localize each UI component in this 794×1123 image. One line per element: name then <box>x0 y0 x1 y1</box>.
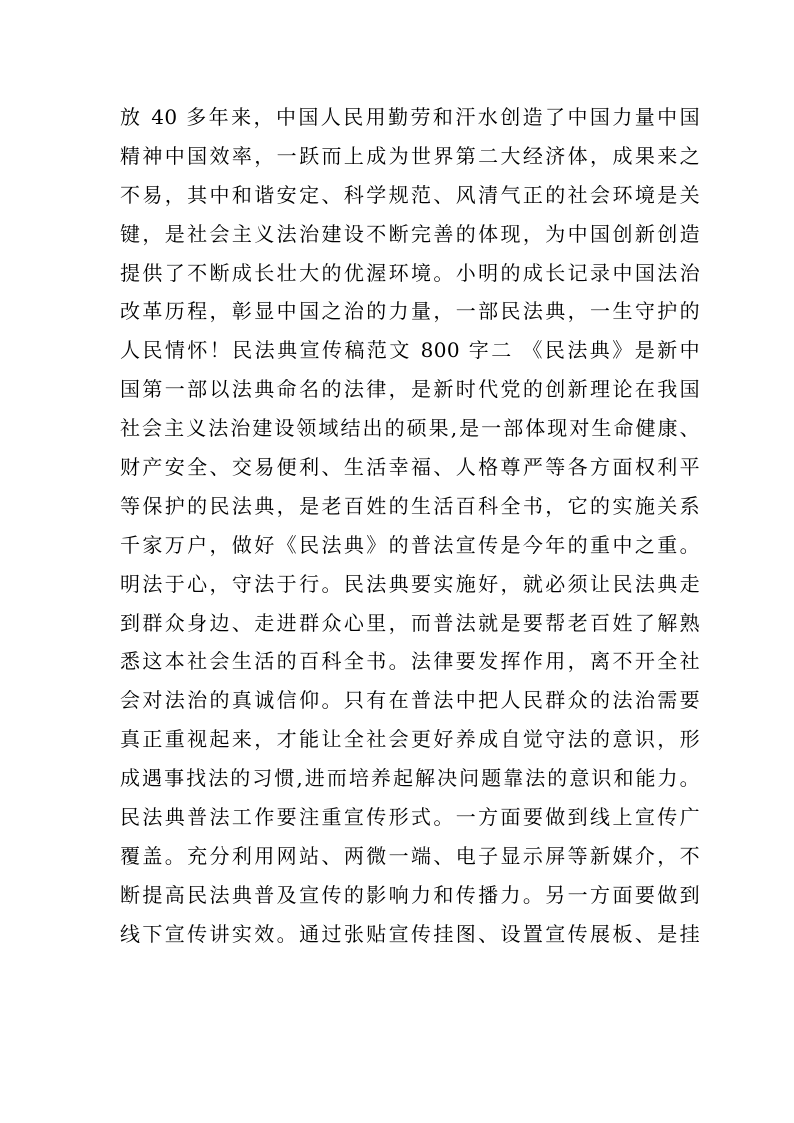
text-line: 真正重视起来，才能让全社会更好养成自觉守法的意识，形 <box>120 727 700 752</box>
text-line: 社会主义法治建设领域结出的硕果,是一部体现对生命健康、 <box>120 416 700 441</box>
text-line: 放 40 多年来，中国人民用勤劳和汗水创造了中国力量中国 <box>120 105 700 129</box>
text-line: 精神中国效率，一跃而上成为世界第二大经济体，成果来之 <box>120 143 700 168</box>
text-line: 改革历程，彰显中国之治的力量，一部民法典，一生守护的 <box>120 299 700 324</box>
text-line: 明法于心，守法于行。民法典要实施好，就必须让民法典走 <box>120 571 700 596</box>
text-line: 断提高民法典普及宣传的影响力和传播力。另一方面要做到 <box>120 882 700 907</box>
text-line: 财产安全、交易便利、生活幸福、人格尊严等各方面权利平 <box>120 455 700 480</box>
text-line: 到群众身边、走进群众心里，而普法就是要帮老百姓了解熟 <box>120 610 700 635</box>
text-line: 覆盖。充分利用网站、两微一端、电子显示屏等新媒介，不 <box>120 843 700 868</box>
text-line: 人民情怀！民法典宣传稿范文 800 字二 《民法典》是新中 <box>120 338 700 363</box>
text-line: 国第一部以法典命名的法律，是新时代党的创新理论在我国 <box>120 377 700 402</box>
text-line: 成遇事找法的习惯,进而培养起解决问题靠法的意识和能力。 <box>120 766 700 791</box>
text-line: 会对法治的真诚信仰。只有在普法中把人民群众的法治需要 <box>120 688 700 713</box>
text-line: 提供了不断成长壮大的优渥环境。小明的成长记录中国法治 <box>120 260 700 285</box>
text-line: 不易，其中和谐安定、科学规范、风清气正的社会环境是关 <box>120 182 700 207</box>
body-text <box>120 98 700 954</box>
text-line: 民法典普法工作要注重宣传形式。一方面要做到线上宣传广 <box>120 805 700 830</box>
text-line: 键，是社会主义法治建设不断完善的体现，为中国创新创造 <box>120 221 700 246</box>
text-line: 等保护的民法典，是老百姓的生活百科全书，它的实施关系 <box>120 493 700 518</box>
text-line: 线下宣传讲实效。通过张贴宣传挂图、设置宣传展板、是挂 <box>120 921 700 946</box>
text-line: 千家万户，做好《民法典》的普法宣传是今年的重中之重。 <box>120 532 700 557</box>
text-line: 悉这本社会生活的百科全书。法律要发挥作用，离不开全社 <box>120 649 700 674</box>
